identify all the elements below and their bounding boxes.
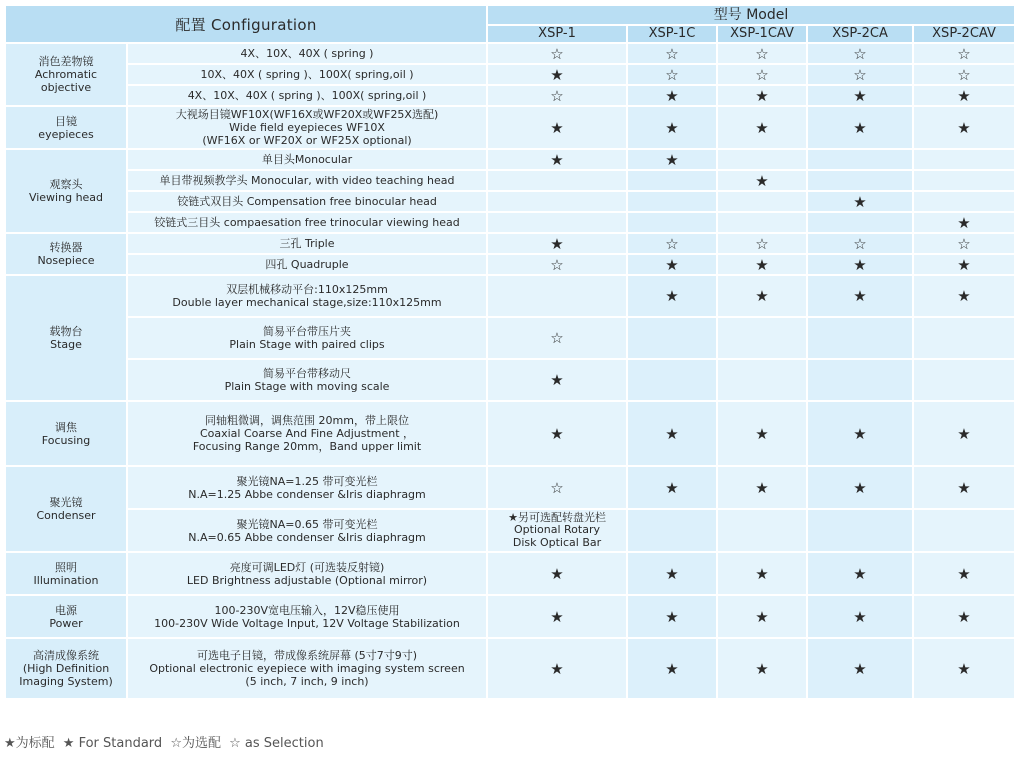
table-row [6,360,1014,400]
category-label: 转换器 Nosepiece [6,234,126,274]
empty-cell [718,213,806,232]
standard-star-icon: ★ [808,107,912,148]
standard-star-icon: ★ [808,402,912,465]
table-row [6,107,1014,148]
standard-star-icon: ★ [808,553,912,594]
configuration-description: 10X、40X ( spring )、100X( spring,oil ) [128,65,486,84]
standard-star-icon: ★ [808,255,912,274]
selection-star-icon: ☆ [914,65,1014,84]
configuration-description: 单目头Monocular [128,150,486,169]
configuration-description: 可选电子目镜，带成像系统屏幕 (5寸7寸9寸) Optional electronic eyepiece with imaging system screen (5 inch, 7 inch, 9 inch) [128,639,486,698]
standard-star-icon: ★ [628,255,716,274]
empty-cell [914,192,1014,211]
standard-star-icon: ★ [488,639,626,698]
selection-star-icon: ☆ [808,65,912,84]
configuration-description: 单目带视频教学头 Monocular, with video teaching head [128,171,486,190]
selection-star-icon: ☆ [628,44,716,63]
standard-star-icon: ★ [914,467,1014,508]
configuration-description: 简易平台带压片夹 Plain Stage with paired clips [128,318,486,358]
standard-star-icon: ★ [488,150,626,169]
category-label: 电源 Power [6,596,126,637]
category-label: 调焦 Focusing [6,402,126,465]
standard-star-icon: ★ [808,596,912,637]
empty-cell [808,171,912,190]
selection-star-icon: ☆ [488,86,626,105]
selection-star-icon: ☆ [718,65,806,84]
table-row [6,553,1014,594]
selection-star-icon: ☆ [808,44,912,63]
category-label: 聚光镜 Condenser [6,467,126,551]
standard-star-icon: ★ [914,213,1014,232]
standard-star-icon: ★ [808,276,912,316]
configuration-description: 100-230V宽电压输入，12V稳压使用 100-230V Wide Voltage Input, 12V Voltage Stabilization [128,596,486,637]
table-row [6,86,1014,105]
category-label: 消色差物镜 Achromatic objective [6,44,126,105]
selection-star-icon: ☆ [488,44,626,63]
empty-cell [718,360,806,400]
selection-star-icon: ☆ [808,234,912,253]
empty-cell [488,213,626,232]
standard-star-icon: ★ [488,107,626,148]
configuration-description: 聚光镜NA=1.25 带可变光栏 N.A=1.25 Abbe condenser &Iris diaphragm [128,467,486,508]
standard-star-icon: ★ [488,596,626,637]
configuration-description: 铰链式双目头 Compensation free binocular head [128,192,486,211]
standard-star-icon: ★ [488,234,626,253]
selection-star-icon: ☆ [488,467,626,508]
empty-cell [914,510,1014,551]
empty-cell [628,192,716,211]
configuration-description: 双层机械移动平台:110x125mm Double layer mechanical stage,size:110x125mm [128,276,486,316]
model-column-header: XSP-1C [628,26,716,42]
selection-star-icon: ☆ [718,234,806,253]
standard-star-icon: ★ [808,86,912,105]
table-row [6,255,1014,274]
standard-star-icon: ★ [628,402,716,465]
configuration-description: 同轴粗微调，调焦范围 20mm，带上限位 Coaxial Coarse And Fine Adjustment ， Focusing Range 20mm，Band upper limit [128,402,486,465]
configuration-description: 三孔 Triple [128,234,486,253]
empty-cell [488,192,626,211]
model-column-header: XSP-1 [488,26,626,42]
table-row [6,213,1014,232]
category-label: 高清成像系统 (High Definition Imaging System) [6,639,126,698]
empty-cell [914,318,1014,358]
configuration-description: 简易平台带移动尺 Plain Stage with moving scale [128,360,486,400]
table-row [6,65,1014,84]
standard-star-icon: ★ [628,639,716,698]
standard-star-icon: ★ [628,150,716,169]
configuration-description: 大视场目镜WF10X(WF16X或WF20X或WF25X选配) Wide field eyepieces WF10X (WF16X or WF20X or WF25X optional) [128,107,486,148]
table-row [6,171,1014,190]
standard-star-icon: ★ [718,171,806,190]
legend-standard-en: ★ For Standard [62,736,163,751]
empty-cell [808,213,912,232]
standard-star-icon: ★ [914,553,1014,594]
table-row [6,44,1014,63]
empty-cell [808,510,912,551]
empty-cell [718,150,806,169]
model-option-note: ★另可选配转盘光栏 Optional Rotary Disk Optical Bar [488,510,626,551]
standard-star-icon: ★ [718,596,806,637]
standard-star-icon: ★ [628,467,716,508]
standard-star-icon: ★ [628,553,716,594]
table-row [6,402,1014,465]
standard-star-icon: ★ [718,553,806,594]
standard-star-icon: ★ [914,402,1014,465]
standard-star-icon: ★ [488,65,626,84]
empty-cell [914,360,1014,400]
configuration-description: 4X、10X、40X ( spring )、100X( spring,oil ) [128,86,486,105]
standard-star-icon: ★ [914,276,1014,316]
legend [4,732,328,751]
selection-star-icon: ☆ [914,234,1014,253]
standard-star-icon: ★ [808,192,912,211]
empty-cell [628,510,716,551]
standard-star-icon: ★ [718,467,806,508]
selection-star-icon: ☆ [488,318,626,358]
model-header: 型号 Model [488,6,1014,24]
standard-star-icon: ★ [808,467,912,508]
table-body [6,44,1014,698]
table-row [6,150,1014,169]
model-column-header: XSP-1CAV [718,26,806,42]
table-row [6,596,1014,637]
legend-standard-cn: ★为标配 [4,736,55,751]
configuration-header: 配置 Configuration [6,6,486,42]
empty-cell [628,360,716,400]
empty-cell [718,192,806,211]
empty-cell [718,318,806,358]
legend-selection-cn: ☆为选配 [170,736,221,751]
selection-star-icon: ☆ [488,255,626,274]
category-label: 目镜 eyepieces [6,107,126,148]
selection-star-icon: ☆ [628,65,716,84]
empty-cell [718,510,806,551]
model-column-header: XSP-2CA [808,26,912,42]
selection-star-icon: ☆ [718,44,806,63]
standard-star-icon: ★ [488,553,626,594]
empty-cell [914,171,1014,190]
standard-star-icon: ★ [488,402,626,465]
configuration-description: 亮度可调LED灯 (可选装反射镜) LED Brightness adjustable (Optional mirror) [128,553,486,594]
table-row [6,234,1014,253]
configuration-description: 聚光镜NA=0.65 带可变光栏 N.A=0.65 Abbe condenser &Iris diaphragm [128,510,486,551]
standard-star-icon: ★ [914,255,1014,274]
standard-star-icon: ★ [628,107,716,148]
empty-cell [628,318,716,358]
empty-cell [808,150,912,169]
legend-selection-en: ☆ as Selection [229,736,324,751]
table-row [6,467,1014,508]
category-label: 观察头 Viewing head [6,150,126,232]
standard-star-icon: ★ [718,402,806,465]
empty-cell [628,213,716,232]
category-label: 载物台 Stage [6,276,126,400]
standard-star-icon: ★ [914,86,1014,105]
table-row [6,318,1014,358]
standard-star-icon: ★ [914,107,1014,148]
table-row [6,639,1014,698]
specification-table [4,4,1016,700]
table-row [6,192,1014,211]
model-column-header: XSP-2CAV [914,26,1014,42]
standard-star-icon: ★ [914,639,1014,698]
empty-cell [488,171,626,190]
standard-star-icon: ★ [718,255,806,274]
standard-star-icon: ★ [808,639,912,698]
empty-cell [628,171,716,190]
standard-star-icon: ★ [628,276,716,316]
selection-star-icon: ☆ [628,234,716,253]
table-row [6,510,1014,551]
table-row [6,276,1014,316]
empty-cell [808,318,912,358]
selection-star-icon: ☆ [914,44,1014,63]
standard-star-icon: ★ [718,639,806,698]
standard-star-icon: ★ [628,86,716,105]
standard-star-icon: ★ [718,107,806,148]
standard-star-icon: ★ [628,596,716,637]
empty-cell [914,150,1014,169]
standard-star-icon: ★ [718,276,806,316]
standard-star-icon: ★ [914,596,1014,637]
configuration-description: 铰链式三目头 compaesation free trinocular viewing head [128,213,486,232]
empty-cell [488,276,626,316]
configuration-description: 4X、10X、40X ( spring ) [128,44,486,63]
standard-star-icon: ★ [488,360,626,400]
configuration-description: 四孔 Quadruple [128,255,486,274]
standard-star-icon: ★ [718,86,806,105]
empty-cell [808,360,912,400]
category-label: 照明 Illumination [6,553,126,594]
